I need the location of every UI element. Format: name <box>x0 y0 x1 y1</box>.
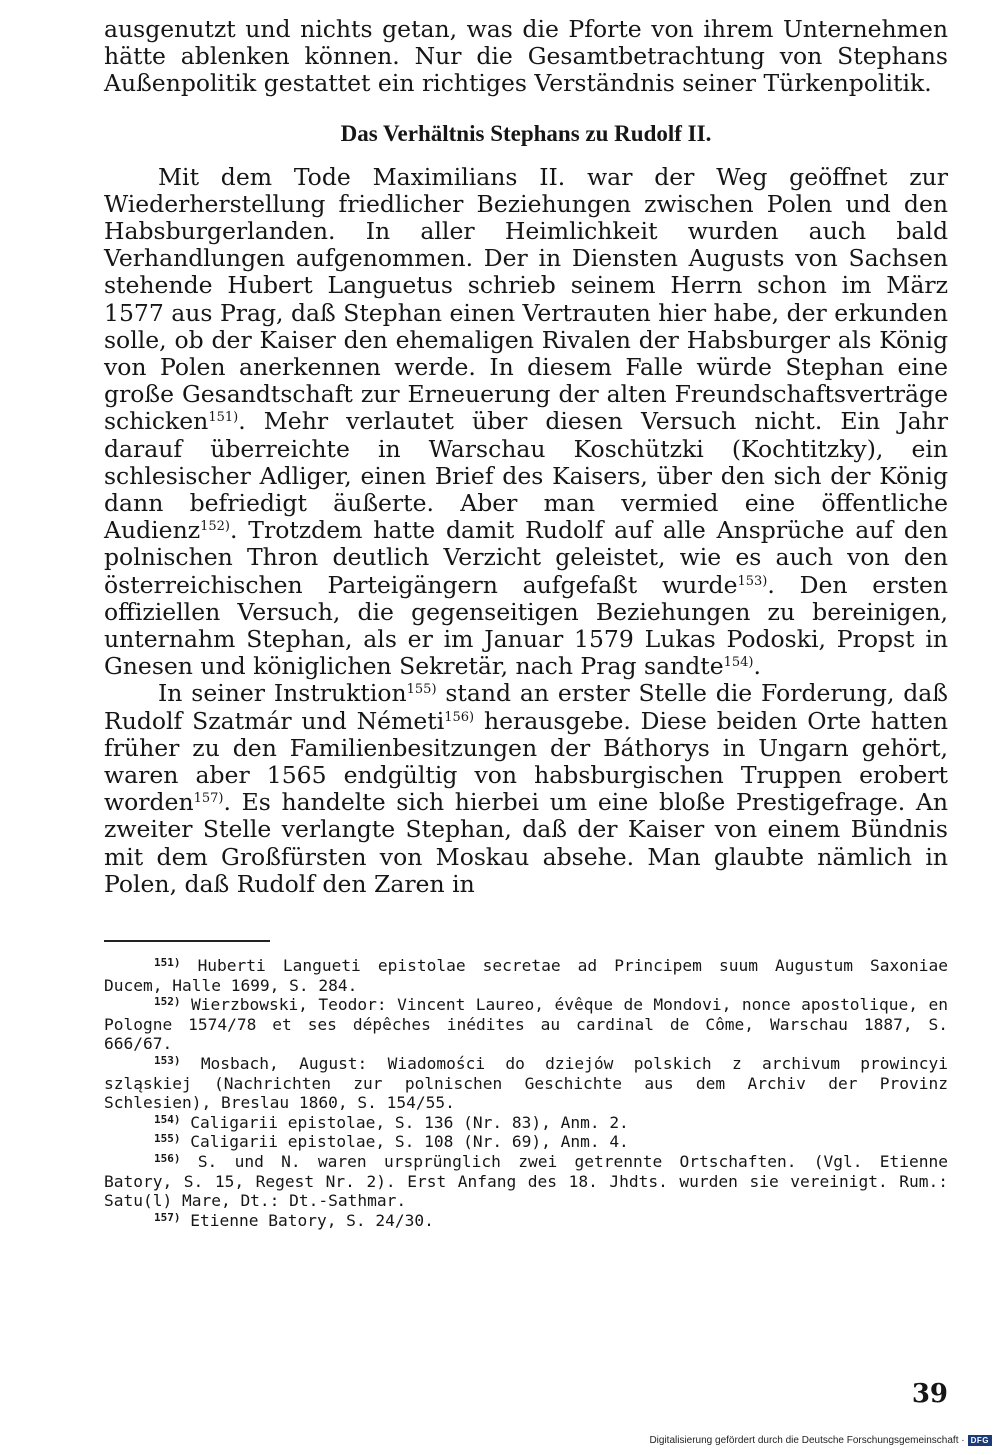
footnote-text: Wierzbowski, Teodor: Vincent Laureo, évêque de Mondovi, nonce apostolique, en Pologne 1574/78 et ses dépêches inédites au cardinal de Côme, Warschau 1887, S. 666/67. <box>104 995 948 1054</box>
paragraph-1 <box>104 164 948 681</box>
footnote-157 <box>104 1211 948 1231</box>
text-run: . Den ersten offiziellen Versuch, die gegenseitigen Beziehungen zu bereinigen, unternahm Stephan, als er im Januar 1579 Lukas Podoski, Propst in Gnesen und königlichen Sekretär, nach Prag sandte <box>104 570 948 681</box>
footnote-152 <box>104 995 948 1054</box>
footnote-155 <box>104 1132 948 1152</box>
footnote-text: Huberti Langueti epistolae secretae ad Principem suum Augustum Saxoniae Ducem, Halle 1699, S. 284. <box>104 956 948 995</box>
footnote-number: 156) <box>154 1152 181 1166</box>
footnote-number: 155) <box>154 1132 181 1146</box>
footnote-number: 152) <box>154 995 181 1009</box>
text-run: . Mehr verlautet über diesen Versuch nicht. Ein Jahr darauf überreichte in Warschau Koschützki (Kochtitzky), ein schlesischer Adliger, einen Brief des Kaisers, über den sich der König dann befriedigt äußerte. Aber man vermied eine öffentliche Audienz <box>104 407 948 545</box>
footnote-number: 151) <box>154 956 181 970</box>
text-run: Mit dem Tode Maximilians II. war der Weg geöffnet zur Wiederherstellung friedlicher Beziehungen zwischen Polen und den Habsburgerlanden. In aller Heimlichkeit wurden auch bald Verhandlungen aufgenommen. Der in Diensten Augusts von Sachsen stehende Hubert Languetus schrieb seinem Herrn schon im März 1577 aus Prag, daß Stephan einen Vertrauten hier habe, der erkunden solle, ob der Kaiser den ehemaligen Rivalen der Habsburger als König von Polen anerkennen werde. In diesem Falle würde Stephan eine große Gesandtschaft zur Erneuerung der alten Freundschaftsverträge schicken <box>104 162 948 436</box>
footnote-151 <box>104 956 948 995</box>
text-run: stand an erster Stelle die Forderung, daß Rudolf Szatmár und Németi <box>104 679 949 735</box>
section-heading: Das Verhältnis Stephans zu Rudolf II. <box>340 120 712 146</box>
text-run: In seiner Instruktion <box>158 679 407 708</box>
footnote-ref-151[interactable]: 151) <box>208 410 239 426</box>
footnote-153 <box>104 1054 948 1113</box>
text-run: herausgebe. Diese beiden Orte hatten früher zu den Familienbesitzungen der Báthorys in Ungarn gehört, waren aber 1565 endgültig von habsburgischen Truppen erobert worden <box>104 706 948 817</box>
text-run: . <box>753 652 761 681</box>
text-run: . Es handelte sich hierbei um eine bloße Prestigefrage. An zweiter Stelle verlangte Stephan, daß der Kaiser von einem Bündnis mit dem Großfürsten von Moskau absehe. Man glaubte nämlich in Polen, daß Rudolf den Zaren in <box>104 788 948 898</box>
paragraph-2 <box>104 680 948 898</box>
footnote-154 <box>104 1113 948 1133</box>
footnote-ref-155[interactable]: 155) <box>406 682 437 698</box>
footnotes <box>104 956 948 1230</box>
credit-text: Digitalisierung gefördert durch die Deutsche Forschungsgemeinschaft · <box>649 1435 965 1446</box>
text-run: . Trotzdem hatte damit Rudolf auf alle Ansprüche auf den polnischen Thron deutlich Verzicht geleistet, wie es auch von den österreichischen Parteigängern aufgefaßt wurde <box>104 516 948 599</box>
page-number: 39 <box>911 1379 948 1409</box>
footnote-ref-152[interactable]: 152) <box>200 519 230 535</box>
footnote-156 <box>104 1152 948 1211</box>
footnote-text: S. und N. waren ursprünglich zwei getrennte Ortschaften. (Vgl. Etienne Batory, S. 15, Regest Nr. 2). Erst Anfang des 18. Jhdts. wurden sie vereinigt. Rum.: Satu(l) Mare, Dt.: Dt.-Sathmar. <box>104 1152 949 1211</box>
footnote-ref-157[interactable]: 157) <box>193 791 224 807</box>
main-text <box>104 16 948 898</box>
dfg-logo: DFG <box>968 1435 992 1446</box>
footnote-ref-153[interactable]: 153) <box>737 573 768 589</box>
footnote-text: Etienne Batory, S. 24/30. <box>190 1210 434 1230</box>
footnote-text: Caligarii epistolae, S. 136 (Nr. 83), Anm. 2. <box>190 1112 629 1132</box>
footnote-divider <box>104 940 270 942</box>
digitization-credit <box>649 1435 992 1446</box>
footnote-ref-154[interactable]: 154) <box>723 655 754 671</box>
page-content <box>104 16 948 1230</box>
footnote-text: Caligarii epistolae, S. 108 (Nr. 69), Anm. 4. <box>190 1132 629 1152</box>
intro-paragraph: ausgenutzt und nichts getan, was die Pforte von ihrem Unternehmen hätte ablenken können. Nur die Gesamtbetrachtung von Stephans Außenpolitik gestattet ein richtiges Verständnis seiner Türkenpolitik. <box>104 15 948 98</box>
footnote-ref-156[interactable]: 156) <box>444 709 475 725</box>
footnote-number: 157) <box>154 1210 181 1224</box>
footnote-number: 153) <box>154 1054 181 1068</box>
footnote-text: Mosbach, August: Wiadomości do dziejów polskich z archivum prowincyi szląskiej (Nachrichten zur polnischen Geschichte aus dem Archiv der Provinz Schlesien), Breslau 1860, S. 154/55. <box>104 1054 948 1113</box>
footnote-number: 154) <box>154 1112 181 1126</box>
